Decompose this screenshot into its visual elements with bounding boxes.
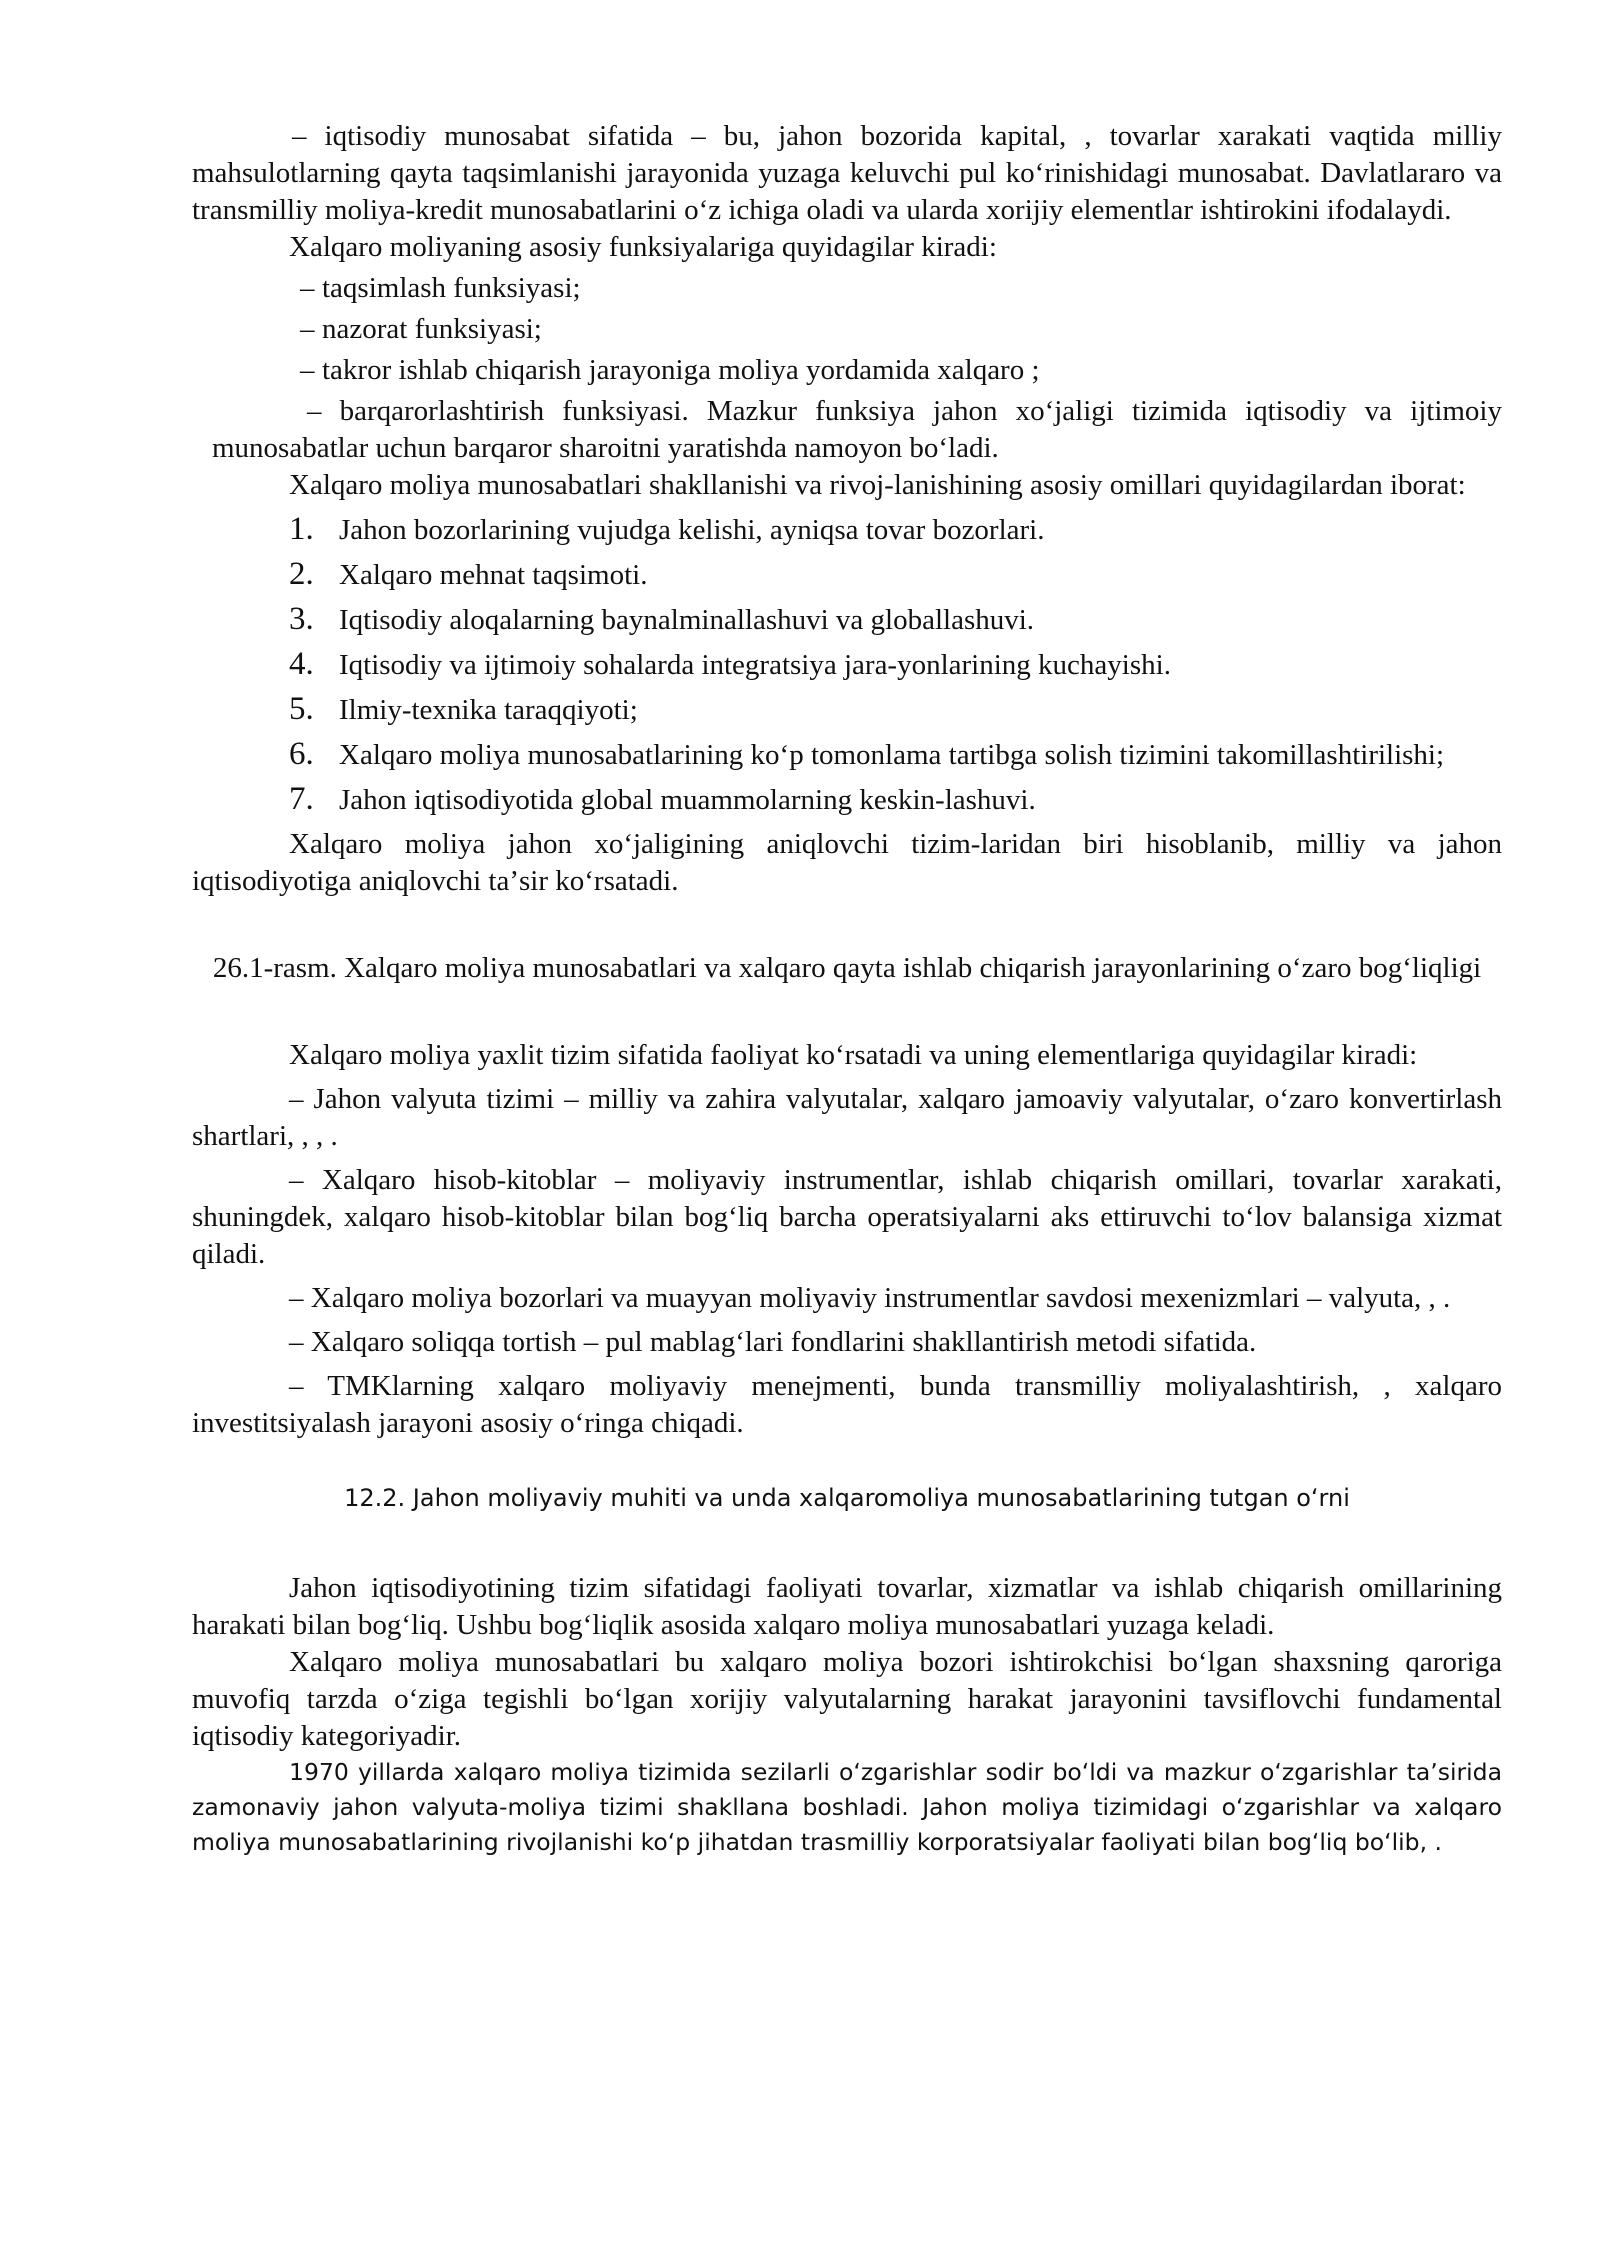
paragraph-definition: Xalqaro moliya munosabatlari bu xalqaro moliya bozori ishtirokchisi boʻlgan shaxsning qaroriga muvofiq tarzda oʻziga tegishli boʻlgan xorijiy valyutalarning harakat jarayonini tavsiflovchi fundamental iqtisodiy kategoriyadir. — [192, 1646, 1502, 1752]
elements-list — [192, 1081, 1502, 1442]
paragraph-1970s: 1970 yillarda xalqaro moliya tizimida sezilarli oʻzgarishlar sodir boʻldi va mazkur oʻzgarishlar taʼsirida zamonaviy jahon valyuta-moliya tizimi shakllana boshladi. Jahon moliya tizimidagi oʻzgarishlar va xalqaro moliya munosabatlarining rivojlanishi koʻp jihatdan trasmilliy korporatsiyalar faoliyati bilan bogʻliq boʻlib, . — [192, 1758, 1502, 1856]
list-item — [192, 736, 1502, 774]
list-item — [192, 601, 1502, 639]
list-item-text: Iqtisodiy aloqalarning baynalminallashuvi va globallashuvi. — [339, 604, 1035, 636]
list-item — [192, 556, 1502, 594]
paragraph-influence: Xalqaro moliya jahon xoʻjaligining aniqlovchi tizim-laridan biri hisoblanib, milliy va jahon iqtisodiyotiga aniqlovchi taʼsir koʻrsatadi. — [192, 828, 1502, 897]
list-number: 7. — [289, 781, 314, 817]
list-number: 6. — [289, 736, 314, 772]
list-item — [192, 781, 1502, 819]
list-item: – Xalqaro soliqqa tortish – pul mablagʻlari fondlarini shakllantirish metodi sifatida. — [289, 1326, 1257, 1358]
list-item — [192, 691, 1502, 729]
list-item: – TMKlarning xalqaro moliyaviy menejmenti, bunda transmilliy moliyalashtirish, , xalqaro investitsiyalash jarayoni asosiy oʻringa chiqadi. — [192, 1370, 1502, 1439]
factors-list — [192, 511, 1502, 819]
list-item-text: takror ishlab chiqarish jarayoniga moliya yordamida xalqaro ; — [322, 354, 1040, 386]
list-number: 4. — [289, 646, 314, 682]
list-item: – Xalqaro moliya bozorlari va muayyan moliyaviy instrumentlar savdosi mexenizmlari – valyuta, , . — [289, 1282, 1451, 1314]
list-item — [192, 270, 1502, 307]
list-item-text: Xalqaro moliya munosabatlarining koʻp tomonlama tartibga solish tizimini takomillashtirilishi; — [339, 739, 1445, 771]
list-item — [192, 352, 1502, 389]
list-item: – Jahon valyuta tizimi – milliy va zahira valyutalar, xalqaro jamoaviy valyutalar, oʻzaro konvertirlash shartlari, , , . — [192, 1083, 1502, 1152]
list-item-text: Ilmiy-texnika taraqqiyoti; — [339, 694, 638, 726]
paragraph-system-elements-intro: Xalqaro moliya yaxlit tizim sifatida faoliyat koʻrsatadi va uning elementlariga quyidagilar kiradi: — [289, 1039, 1418, 1071]
list-item — [192, 511, 1502, 549]
section-heading: 12.2. Jahon moliyaviy muhiti va unda xalqaromoliya munosabatlarining tutgan oʻrni — [344, 1484, 1350, 1512]
list-item-text: Iqtisodiy va ijtimoiy sohalarda integratsiya jara-yonlarining kuchayishi. — [339, 649, 1171, 681]
list-item-text: Xalqaro mehnat taqsimoti. — [339, 559, 648, 591]
paragraph-world-economy: Jahon iqtisodiyotining tizim sifatidagi faoliyati tovarlar, xizmatlar va ishlab chiqarish omillarining harakati bilan bogʻliq. Ushbu bogʻliqlik asosida xalqaro moliya munosabatlari yuzaga keladi. — [192, 1572, 1502, 1641]
list-item-text: Jahon iqtisodiyotida global muammolarning keskin-lashuvi. — [339, 784, 1036, 816]
figure-caption: 26.1-rasm. Xalqaro moliya munosabatlari va xalqaro qayta ishlab chiqarish jarayonlarining oʻzaro bogʻliqligi — [212, 952, 1482, 984]
list-number: 2. — [289, 556, 314, 592]
list-number: 5. — [289, 691, 314, 727]
list-number: 3. — [289, 601, 314, 637]
dash-bullet: – — [300, 272, 315, 304]
paragraph-functions-intro: Xalqaro moliyaning asosiy funksiyalariga quyidagilar kiradi: — [289, 231, 997, 263]
list-item — [192, 311, 1502, 348]
list-item-text: Jahon bozorlarining vujudga kelishi, ayniqsa tovar bozorlari. — [339, 514, 1045, 546]
list-item-text: taqsimlash funksiyasi; — [322, 272, 581, 304]
paragraph-economic-relation: – iqtisodiy munosabat sifatida – bu, jahon bozorida kapital, , tovarlar xarakati vaqtida milliy mahsulotlarning qayta taqsimlanishi jarayonida yuzaga keluvchi pul koʻrinishidagi munosabat. Davlatlararo va transmilliy moliya-kredit munosabatlarini oʻz ichiga oladi va ularda xorijiy elementlar ishtirokini ifodalaydi. — [192, 120, 1502, 226]
document-page — [192, 118, 1502, 1860]
paragraph-factors-intro: Xalqaro moliya munosabatlari shakllanishi va rivoj-lanishining asosiy omillari quyidagilardan iborat: — [289, 469, 1466, 501]
list-number: 1. — [289, 511, 314, 547]
dash-bullet: – — [300, 313, 315, 345]
list-item: – Xalqaro hisob-kitoblar – moliyaviy instrumentlar, ishlab chiqarish omillari, tovarlar xarakati, shuningdek, xalqaro hisob-kitoblar bilan bogʻliq barcha operatsiyalarni aks ettiruvchi toʻlov balansiga xizmat qiladi. — [192, 1164, 1502, 1270]
dash-bullet: – — [300, 354, 315, 386]
paragraph-stabilization-function: – barqarorlashtirish funksiyasi. Mazkur funksiya jahon xoʻjaligi tizimida iqtisodiy va ijtimoiy munosabatlar uchun barqaror sharoitni yaratishda namoyon boʻladi. — [212, 395, 1502, 464]
list-item — [192, 646, 1502, 684]
list-item-text: nazorat funksiyasi; — [322, 313, 542, 345]
functions-list — [192, 270, 1502, 389]
